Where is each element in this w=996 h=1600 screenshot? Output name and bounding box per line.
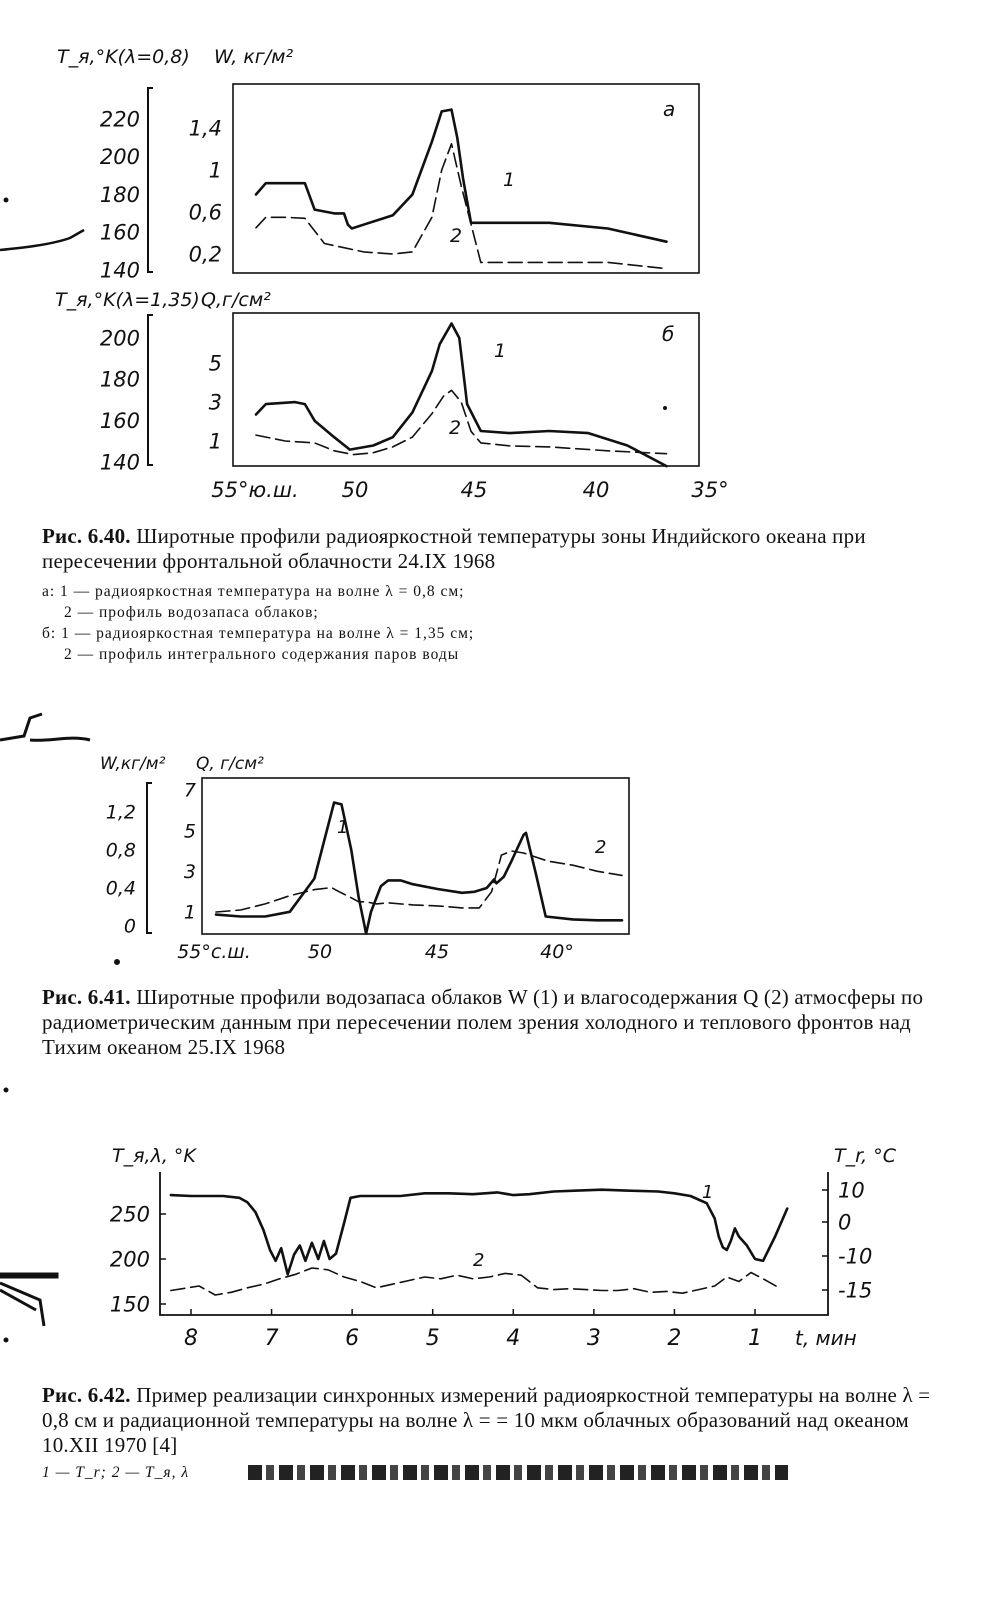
fig641-left-axis xyxy=(147,783,152,933)
fig640-x-tick-label: 50 xyxy=(341,478,369,502)
fig642-x-tick-label: 4 xyxy=(506,1326,521,1351)
panel-b-left-axis xyxy=(148,315,153,465)
fig642-right-tick-label: -10 xyxy=(838,1244,873,1269)
fig641-caption-title: Рис. 6.41. xyxy=(42,985,131,1009)
fig642-x-tick-label: 2 xyxy=(667,1326,682,1351)
fig640-note-b1: б: 1 — радиояркостная температура на волне λ = 1,35 см; xyxy=(42,625,475,642)
panel-a-right-tick-label: 1 xyxy=(208,158,222,183)
fig641-x-tick-label: 50 xyxy=(307,941,333,963)
panel-a-right-axis-label: W, кг/м² xyxy=(214,46,294,68)
panel-a-right-tick-label: 1,4 xyxy=(188,116,222,141)
panel-b-right-tick-label: 1 xyxy=(208,429,222,454)
fig642-right-tick-label: 0 xyxy=(838,1210,852,1235)
fig641-left-tick-label: 0,4 xyxy=(105,877,136,900)
fig642-left-ticks xyxy=(110,1202,166,1316)
fig642-right-tick-label: 10 xyxy=(838,1178,865,1203)
panel-a-series-1 xyxy=(256,110,667,242)
panel-a-left-tick-label: 200 xyxy=(99,145,140,170)
scan-smudge xyxy=(248,1465,788,1480)
fig641-curve-2-label: 2 xyxy=(595,837,607,858)
fig641-x-tick-label: 45 xyxy=(424,941,450,963)
fig640-notes xyxy=(42,581,474,665)
panel-a-label: а xyxy=(663,97,676,121)
fig642-curve-2-label: 2 xyxy=(473,1250,485,1271)
fig642-curve-1-label: 1 xyxy=(702,1182,714,1203)
fig640-note-a2: 2 — профиль водозапаса облаков; xyxy=(64,604,319,621)
fig642-right-tick-label: -15 xyxy=(838,1278,873,1303)
fig641-frame xyxy=(202,778,629,934)
panel-a-right-tick-label: 0,2 xyxy=(188,242,222,267)
panel-a-left-tick-label: 160 xyxy=(99,220,140,245)
fig641-left-tick-label: 0 xyxy=(123,915,136,938)
panel-a-frame xyxy=(233,84,699,273)
panel-a-right-tick-label: 0,6 xyxy=(188,200,222,225)
fig640-note-b2: 2 — профиль интегрального содержания паров воды xyxy=(64,646,460,663)
fig642-left-tick-label: 200 xyxy=(109,1247,150,1272)
fig640-x-tick-label: 45 xyxy=(460,478,488,502)
panel-a-right-ticks xyxy=(189,116,222,266)
fig642-x-tick-label: 7 xyxy=(264,1326,279,1351)
fig641-right-axis-label: Q, г/см² xyxy=(196,754,264,774)
fig641-right-tick-label: 3 xyxy=(183,860,196,883)
figure-6-42 xyxy=(110,1145,897,1351)
fig640-caption-text: Широтные профили радиояркостной температуры зоны Индийского океана при пересечении фронтальной облачности 24.IX 1968 xyxy=(42,524,866,573)
panel-b-right-ticks xyxy=(209,351,222,453)
panel-b-left-tick-label: 140 xyxy=(99,450,140,475)
fig640-x-tick-label: 35° xyxy=(691,478,729,502)
fig641-right-tick-label: 1 xyxy=(183,901,196,924)
panel-b-left-axis-label: T_я,°K(λ=1,35) xyxy=(55,289,200,311)
fig641-left-tick-label: 0,8 xyxy=(105,839,136,862)
fig641-x-tick-label: 55°с.ш. xyxy=(177,941,251,963)
fig642-series-2 xyxy=(171,1268,779,1295)
panel-a-left-axis xyxy=(148,88,153,272)
panel-b-right-tick-label: 3 xyxy=(208,390,222,415)
figure-6-40-x-ticks xyxy=(211,478,728,502)
panel-a-curve-1-label: 1 xyxy=(503,169,516,191)
panel-b-right-tick-label: 5 xyxy=(208,351,222,376)
panel-b-label: б xyxy=(662,322,675,346)
panel-a-left-tick-label: 180 xyxy=(99,182,140,207)
panel-b-left-ticks xyxy=(100,326,140,474)
panel-a-left-tick-label: 140 xyxy=(99,258,140,283)
panel-b-left-tick-label: 180 xyxy=(99,367,140,392)
panel-b-left-tick-label: 200 xyxy=(99,326,140,351)
panel-b-right-axis-label: Q,г/см² xyxy=(201,289,271,311)
fig642-caption-text: Пример реализации синхронных измерений радиояркостной температуры на волне λ = 0,8 см и радиационной температуры на волне λ = = 10 мкм облачных образований над океаном 10.XII 1970 [4] xyxy=(42,1383,931,1457)
fig641-right-ticks xyxy=(184,780,196,924)
fig641-x-ticks xyxy=(177,941,574,963)
fig642-caption-title: Рис. 6.42. xyxy=(42,1383,131,1407)
fig641-right-tick-label: 7 xyxy=(183,779,196,802)
panel-b-left-tick-label: 160 xyxy=(99,409,140,434)
panel-b-curve-1-label: 1 xyxy=(494,340,507,362)
panel-a-left-axis-label: T_я,°K(λ=0,8) xyxy=(57,46,190,68)
fig642-right-axis-label: T_r, °C xyxy=(834,1145,897,1167)
fig642-x-tick-label: 6 xyxy=(345,1326,360,1351)
panel-a-left-tick-label: 220 xyxy=(99,107,140,132)
fig640-caption xyxy=(42,524,947,574)
fig642-left-tick-label: 150 xyxy=(109,1292,150,1317)
fig642-x-tick-label: 5 xyxy=(425,1326,440,1351)
fig642-legend-text: 1 — T_r; 2 — T_я, λ xyxy=(42,1464,190,1481)
fig641-curve-1-label: 1 xyxy=(337,817,349,838)
fig641-left-tick-label: 1,2 xyxy=(105,801,136,824)
fig640-caption-title: Рис. 6.40. xyxy=(42,524,131,548)
fig642-x-tick-label: 1 xyxy=(748,1326,762,1351)
fig642-left-axis-label: T_я,λ, °K xyxy=(112,1145,196,1167)
panel-a-curve-2-label: 2 xyxy=(450,225,463,247)
figure-6-41 xyxy=(100,754,629,963)
fig641-caption-text: Широтные профили водозапаса облаков W (1) и влагосодержания Q (2) атмосферы по радиометрическим данным при пересечении полем зрения холодного и теплового фронтов над Тихим океаном 25.IX 1968 xyxy=(42,985,924,1059)
fig640-x-tick-label: 55°ю.ш. xyxy=(211,478,299,502)
fig641-x-tick-label: 40° xyxy=(540,941,574,963)
panel-b-curve-2-label: 2 xyxy=(449,417,462,439)
fig640-x-tick-label: 40 xyxy=(582,478,610,502)
fig642-caption xyxy=(42,1383,947,1458)
fig641-left-ticks xyxy=(106,802,136,938)
fig641-series-1 xyxy=(216,803,622,934)
panel-a-left-ticks xyxy=(100,107,140,282)
fig642-x-tick-label: 3 xyxy=(586,1326,601,1351)
fig641-left-axis-label: W,кг/м² xyxy=(100,754,166,774)
fig642-legend xyxy=(42,1462,189,1483)
fig640-note-a1: а: 1 — радиояркостная температура на волне λ = 0,8 см; xyxy=(42,583,465,600)
fig642-x-tick-label: 8 xyxy=(184,1326,198,1351)
fig641-right-tick-label: 5 xyxy=(183,820,196,843)
fig641-series-2 xyxy=(216,851,622,912)
figure-6-40-panel-a xyxy=(57,46,699,282)
fig642-left-tick-label: 250 xyxy=(109,1202,150,1227)
fig642-x-axis-label: t, мин xyxy=(795,1326,857,1350)
fig642-right-ticks xyxy=(822,1178,872,1302)
figure-6-40-panel-b xyxy=(55,289,729,502)
fig641-caption xyxy=(42,985,947,1060)
